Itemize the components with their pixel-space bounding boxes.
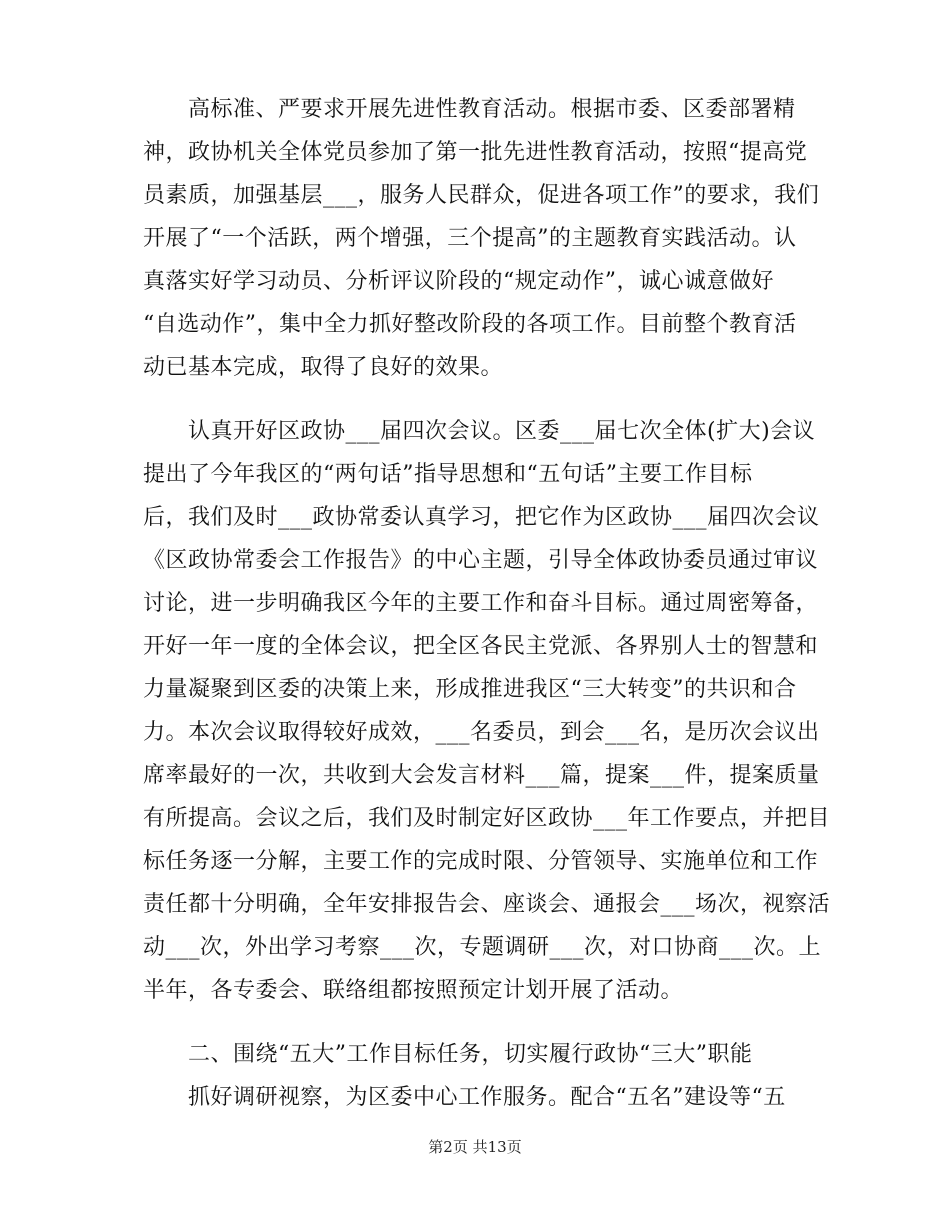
text-line: 力量凝聚到区委的决策上来，形成推进我区“三大转变”的共识和合	[143, 677, 797, 702]
text-line: 半年，各专委会、联络组都按照预定计划开展了活动。	[143, 978, 684, 1003]
text-line: 开好一年一度的全体会议，把全区各民主党派、各界别人士的智慧和	[143, 634, 819, 659]
text-line: 高标准、严要求开展先进性教育活动。根据市委、区委部署精	[188, 97, 796, 122]
section-heading: 二、围绕“五大”工作目标任务，切实履行政协“三大”职能	[188, 1042, 753, 1067]
text-line: 员素质，加强基层___，服务人民群众，促进各项工作”的要求，我们	[143, 183, 820, 208]
page-number: 第2页 共13页	[428, 1138, 522, 1156]
text-line: 有所提高。会议之后，我们及时制定好区政协___年工作要点，并把目	[143, 806, 831, 831]
text-line: 动___次，外出学习考察___次，专题调研___次，对口协商___次。上	[143, 935, 822, 960]
text-line: 责任都十分明确，全年安排报告会、座谈会、通报会___场次，视察活	[143, 892, 831, 917]
text-line: “自选动作”，集中全力抓好整改阶段的各项工作。目前整个教育活	[143, 312, 797, 337]
text-line: 后，我们及时___政协常委认真学习，把它作为区政协___届四次会议	[143, 505, 820, 530]
text-line: 讨论，进一步明确我区今年的主要工作和奋斗目标。通过周密筹备，	[143, 591, 819, 616]
text-line: 《区政协常委会工作报告》的中心主题，引导全体政协委员通过审议	[143, 548, 819, 573]
text-line: 真落实好学习动员、分析评议阶段的“规定动作”，诚心诚意做好	[143, 269, 774, 294]
text-line: 开展了“一个活跃，两个增强，三个提高”的主题教育实践活动。认	[143, 226, 797, 251]
text-line: 力。本次会议取得较好成效，___名委员，到会___名，是历次会议出	[143, 720, 820, 745]
text-line: 神，政协机关全体党员参加了第一批先进性教育活动，按照“提高党	[143, 140, 808, 165]
text-line: 席率最好的一次，共收到大会发言材料___篇，提案___件，提案质量	[143, 763, 820, 788]
text-line: 抓好调研视察，为区委中心工作服务。配合“五名”建设等“五	[188, 1085, 786, 1110]
text-line: 标任务逐一分解，主要工作的完成时限、分管领导、实施单位和工作	[143, 849, 819, 874]
text-line: 认真开好区政协___届四次会议。区委___届七次全体(扩大)会议	[188, 419, 816, 444]
text-line: 提出了今年我区的“两句话”指导思想和“五句话”主要工作目标	[143, 462, 753, 487]
text-line: 动已基本完成，取得了良好的效果。	[143, 355, 504, 380]
